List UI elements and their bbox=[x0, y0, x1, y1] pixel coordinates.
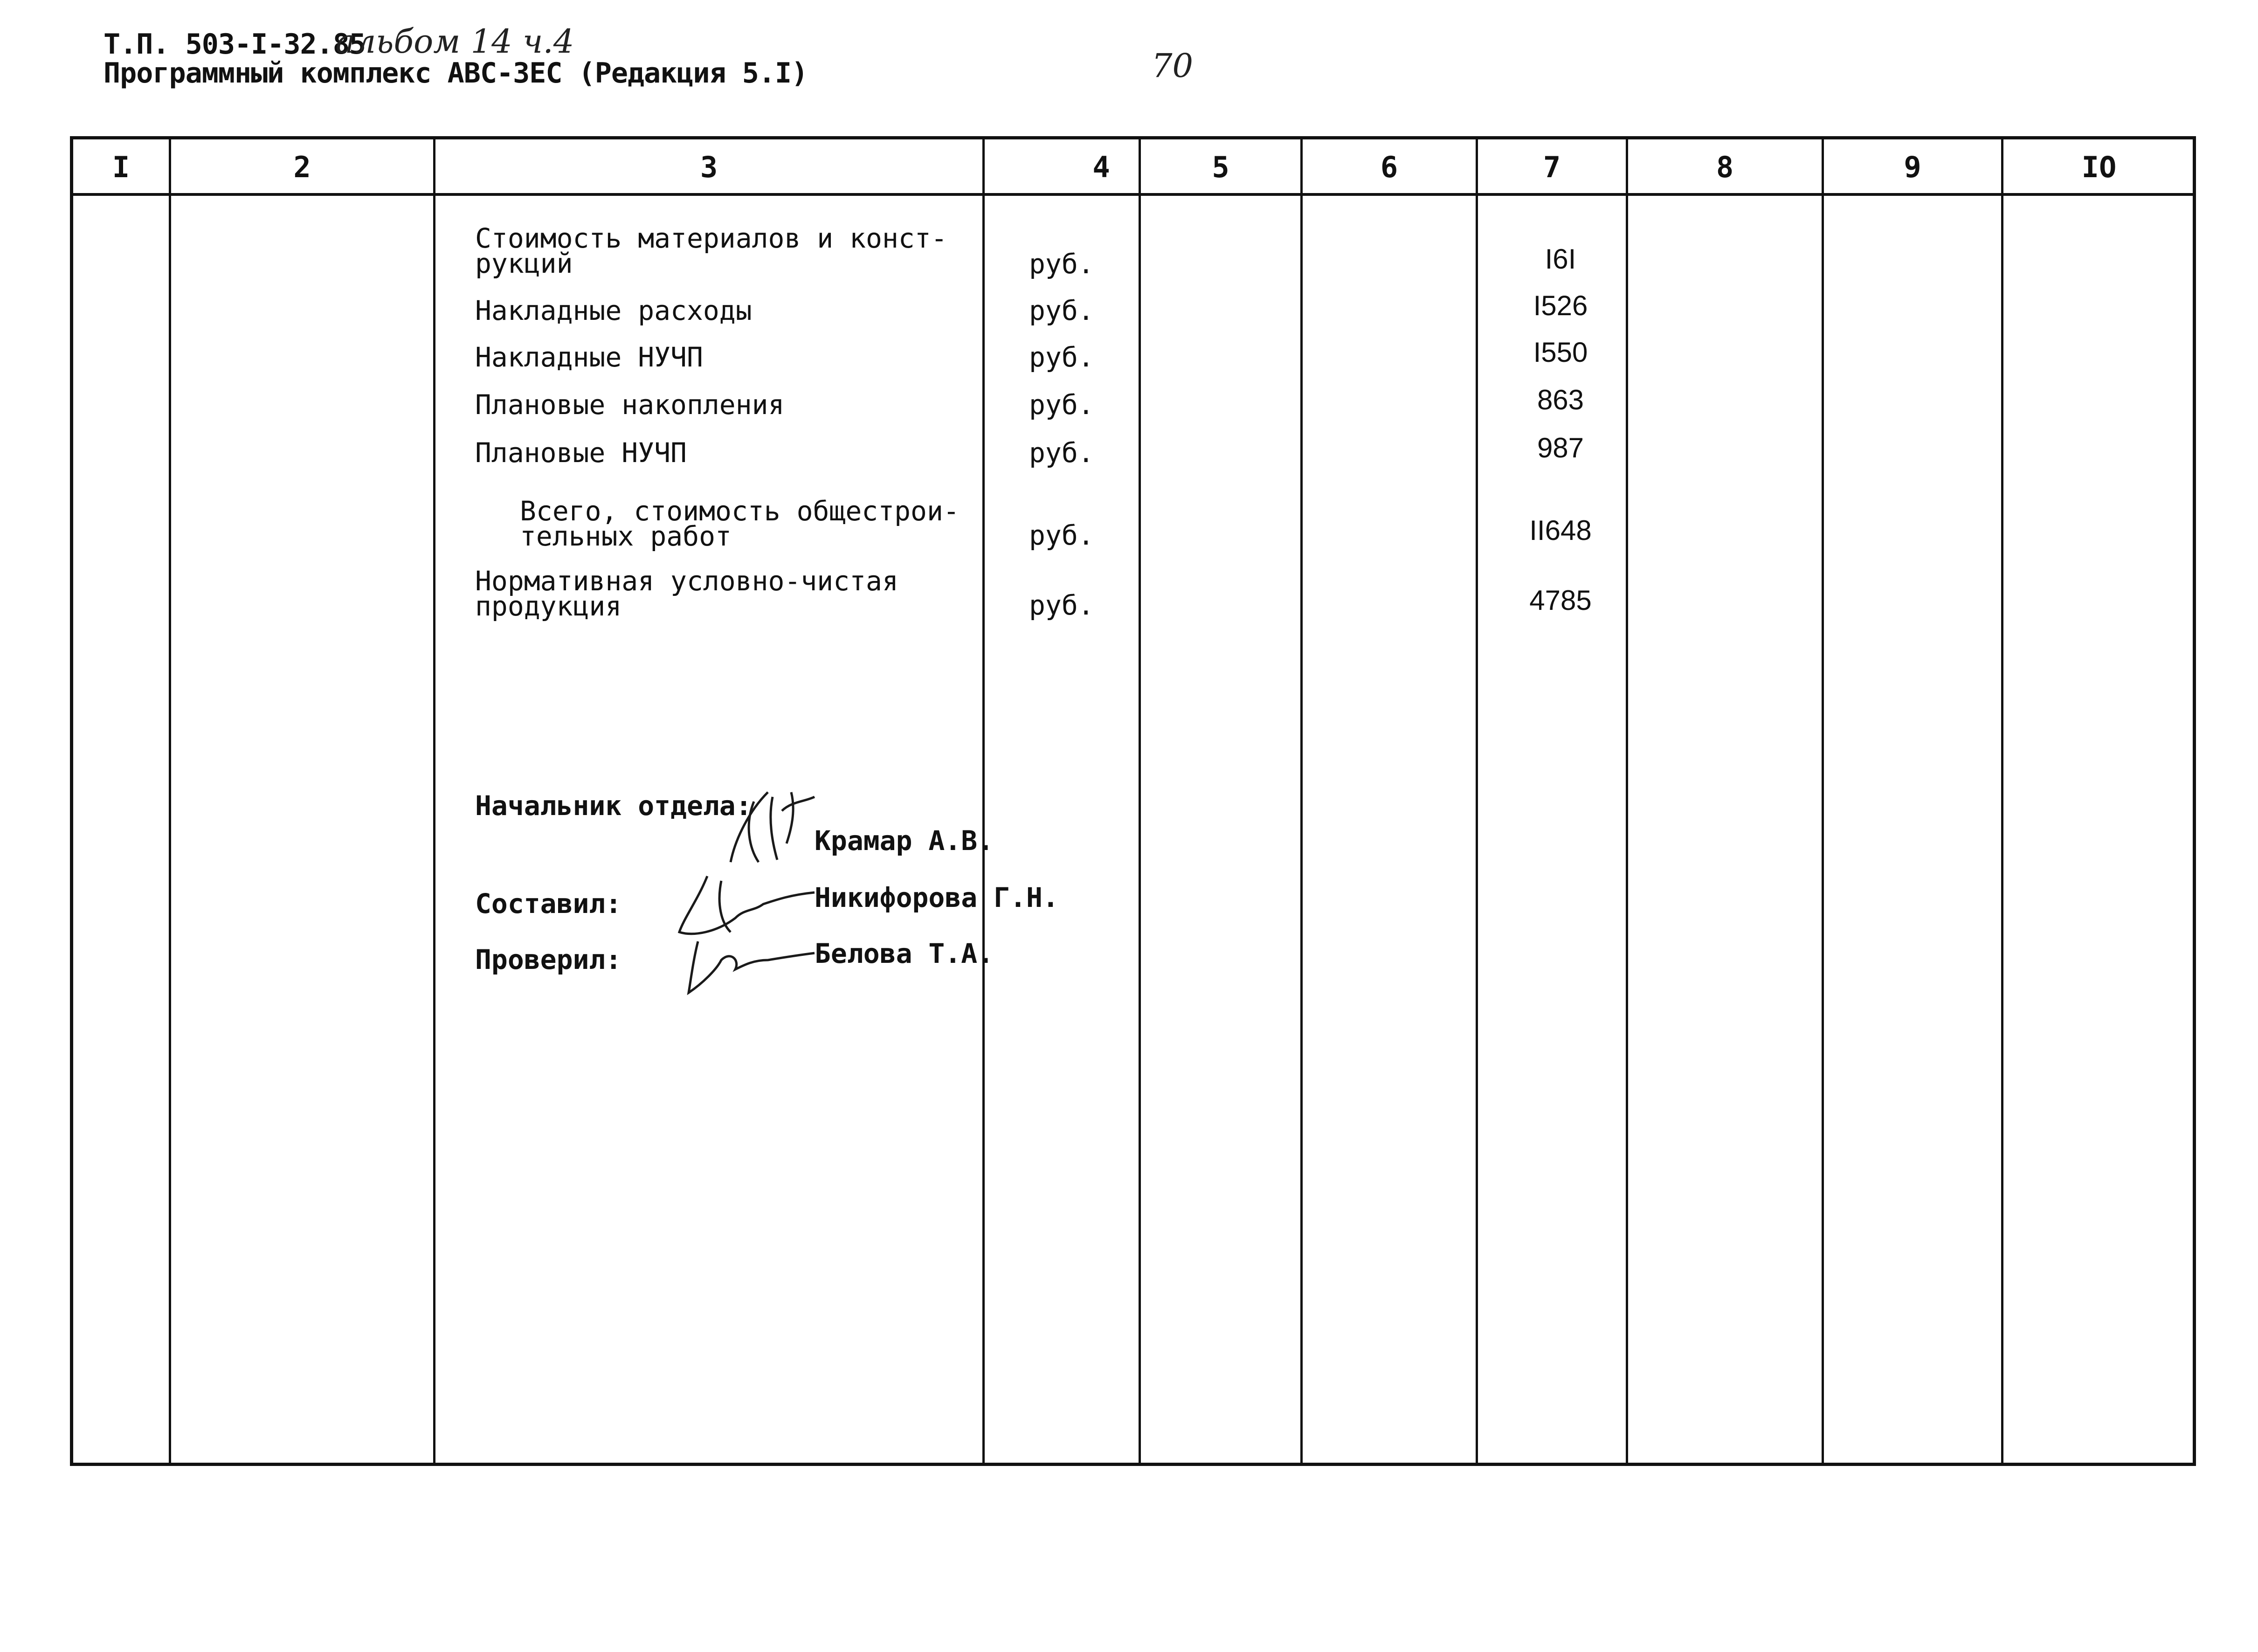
row-value: I6I bbox=[1545, 243, 1576, 275]
column-divider bbox=[433, 139, 435, 1463]
page-number: 70 bbox=[1152, 47, 1194, 85]
column-divider bbox=[1822, 139, 1824, 1463]
row-description: Плановые НУЧП bbox=[475, 437, 687, 469]
row-unit: руб. bbox=[1029, 295, 1094, 326]
row-unit: руб. bbox=[1029, 341, 1094, 373]
total-description bbox=[520, 495, 960, 552]
document-code-text: Т.П. 503-I-32.85 bbox=[104, 28, 366, 61]
row-value: 4785 bbox=[1529, 585, 1592, 616]
signature-name: Никифорова Г.Н. bbox=[815, 882, 1059, 913]
row-description bbox=[475, 222, 947, 279]
column-header: 5 bbox=[1212, 150, 1229, 184]
column-header: 4 bbox=[1092, 150, 1110, 184]
signature-name: Крамар А.В. bbox=[815, 825, 994, 857]
row-description-line: Всего, стоимость общестрои- bbox=[520, 495, 960, 527]
row-value: I526 bbox=[1533, 290, 1588, 321]
column-header: I bbox=[112, 150, 130, 184]
row-value: 987 bbox=[1537, 432, 1584, 463]
row-unit: руб. bbox=[1029, 437, 1094, 469]
row-description: Плановые накопления bbox=[475, 389, 785, 421]
column-divider bbox=[1476, 139, 1478, 1463]
row-description-line: рукций bbox=[475, 248, 573, 279]
row-value: 863 bbox=[1537, 384, 1584, 415]
column-divider bbox=[169, 139, 171, 1463]
column-header: 9 bbox=[1904, 150, 1921, 184]
column-divider bbox=[2001, 139, 2003, 1463]
column-header: 3 bbox=[700, 150, 718, 184]
column-divider bbox=[1626, 139, 1628, 1463]
row-description bbox=[475, 565, 898, 622]
column-divider bbox=[982, 139, 985, 1463]
column-divider bbox=[1300, 139, 1303, 1463]
row-description-line: Нормативная условно-чистая bbox=[475, 565, 898, 597]
column-header: IO bbox=[2081, 150, 2117, 184]
estimate-table bbox=[70, 136, 2196, 1466]
row-unit: руб. bbox=[1029, 519, 1094, 551]
column-header: 7 bbox=[1543, 150, 1561, 184]
column-divider bbox=[1139, 139, 1141, 1463]
column-header: 6 bbox=[1380, 150, 1398, 184]
total-value: II648 bbox=[1529, 515, 1592, 546]
row-unit: руб. bbox=[1029, 389, 1094, 421]
signature-name: Белова Т.А. bbox=[815, 938, 994, 969]
signature-role: Проверил: bbox=[475, 944, 622, 975]
row-unit: руб. bbox=[1029, 589, 1094, 621]
album-note-handwritten: альбом 14 ч.4 bbox=[336, 22, 574, 61]
signature-scribble-checker bbox=[679, 932, 819, 1002]
row-description-line: Стоимость материалов и конст- bbox=[475, 222, 947, 254]
document-code bbox=[104, 28, 366, 61]
row-description: Накладные НУЧП bbox=[475, 341, 703, 373]
row-description-line: тельных работ bbox=[520, 520, 732, 552]
signature-scribble-head bbox=[698, 783, 829, 876]
row-description-line: продукция bbox=[475, 590, 622, 622]
header-divider bbox=[73, 193, 2193, 196]
row-unit: руб. bbox=[1029, 248, 1094, 280]
column-header: 8 bbox=[1716, 150, 1734, 184]
row-description: Накладные расходы bbox=[475, 295, 752, 326]
signature-role: Составил: bbox=[475, 888, 622, 919]
signature-role: Начальник отдела: bbox=[475, 790, 752, 822]
column-header: 2 bbox=[293, 150, 311, 184]
software-title: Программный комплекс АВС-3ЕС (Редакция 5.I) bbox=[104, 57, 808, 90]
row-value: I550 bbox=[1533, 337, 1588, 368]
